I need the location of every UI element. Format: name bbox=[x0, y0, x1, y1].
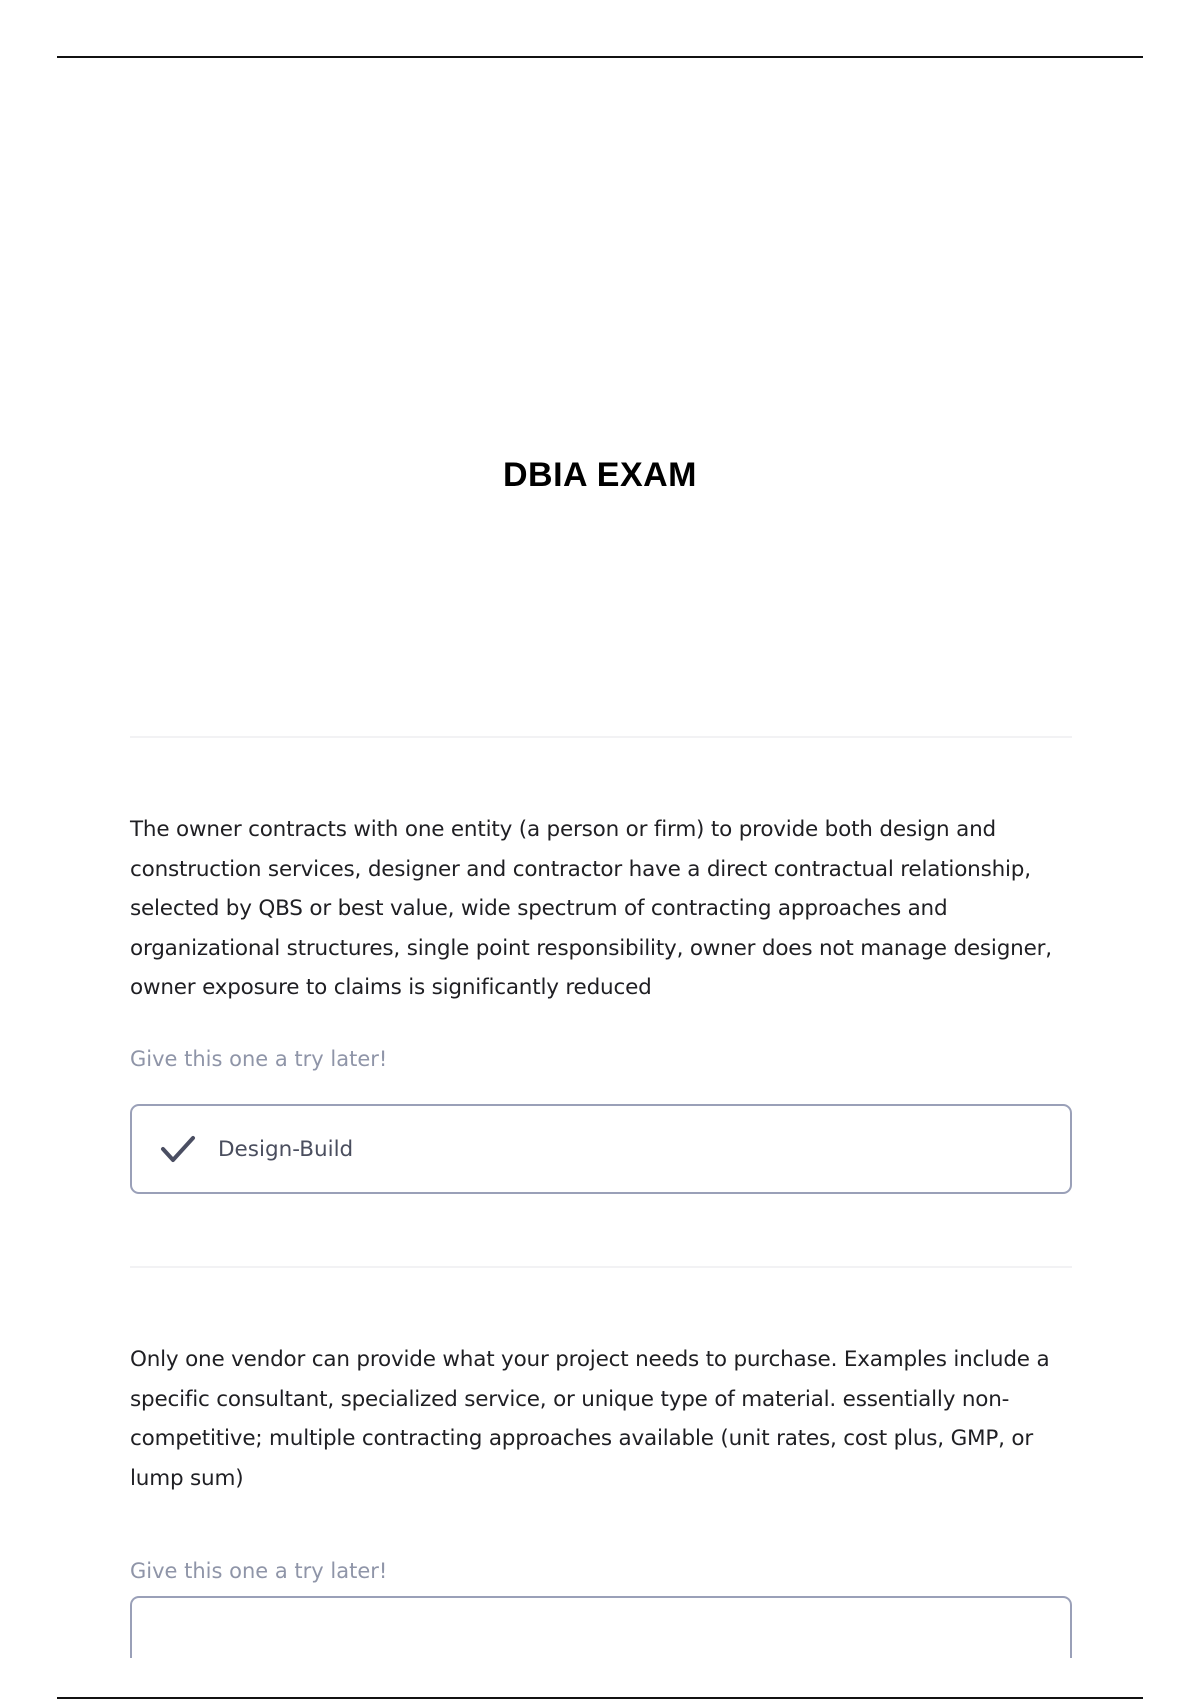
section-divider bbox=[130, 1266, 1072, 1268]
flashcard bbox=[130, 810, 1072, 1162]
try-later-hint[interactable]: Give this one a try later! bbox=[130, 1559, 388, 1583]
question-text: Only one vendor can provide what your project needs to purchase. Examples include a specific consultant, specialized service, or unique type of material. essentially non-competitive; multiple contracting approaches available (unit rates, cost plus, GMP, or lump sum) bbox=[130, 1347, 1050, 1491]
section-divider bbox=[130, 736, 1072, 738]
answer-option[interactable] bbox=[130, 1104, 1072, 1194]
answer-text: Design-Build bbox=[218, 1136, 354, 1162]
top-rule bbox=[57, 56, 1143, 58]
answer-option[interactable] bbox=[130, 1596, 1072, 1658]
try-later-hint[interactable]: Give this one a try later! bbox=[130, 1047, 388, 1071]
bottom-rule bbox=[57, 1697, 1143, 1699]
page-title: DBIA EXAM bbox=[502, 456, 698, 494]
check-icon bbox=[160, 1134, 196, 1164]
question-text: The owner contracts with one entity (a person or firm) to provide both design and construction services, designer and contractor have a direct contractual relationship, selected by QBS or best value, wide spectrum of contracting approaches and organizational structures, single point responsibility, owner does not manage designer, owner exposure to claims is significantly reduced bbox=[130, 817, 1052, 1000]
flashcard bbox=[130, 1340, 1072, 1583]
